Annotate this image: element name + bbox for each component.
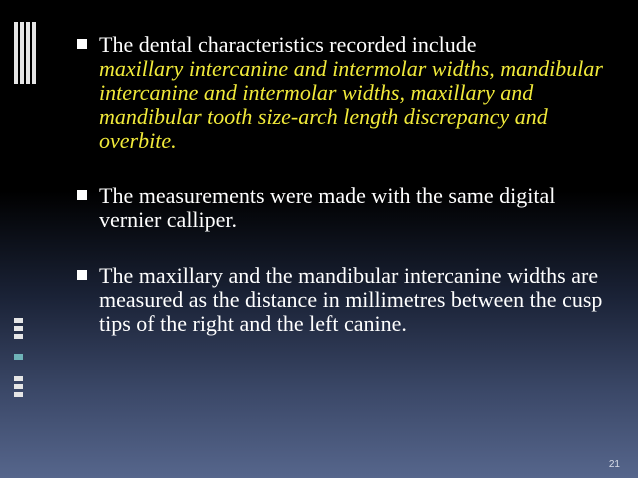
left-bar-decoration-top xyxy=(14,22,36,84)
bullet-item xyxy=(77,264,617,336)
bullet-item xyxy=(77,184,617,232)
bullet-text: The dental characteristics recorded include xyxy=(99,32,477,57)
slide-content xyxy=(77,33,617,336)
square-bullet-icon xyxy=(77,190,87,200)
square-bullet-icon xyxy=(77,39,87,49)
bullet-item xyxy=(77,33,617,153)
left-bar-decoration-bottom xyxy=(14,318,24,398)
bullet-text: The maxillary and the mandibular intercanine widths are measured as the distance in millimetres between the cusp tips of the right and the left canine. xyxy=(99,263,603,336)
square-bullet-icon xyxy=(77,270,87,280)
page-number: 21 xyxy=(608,459,620,470)
bullet-emphasis-text: maxillary intercanine and intermolar widths, mandibular intercanine and intermolar widths, maxillary and mandibular tooth size-arch length discrepancy and overbite. xyxy=(99,56,603,153)
bullet-text: The measurements were made with the same digital vernier calliper. xyxy=(99,183,556,232)
